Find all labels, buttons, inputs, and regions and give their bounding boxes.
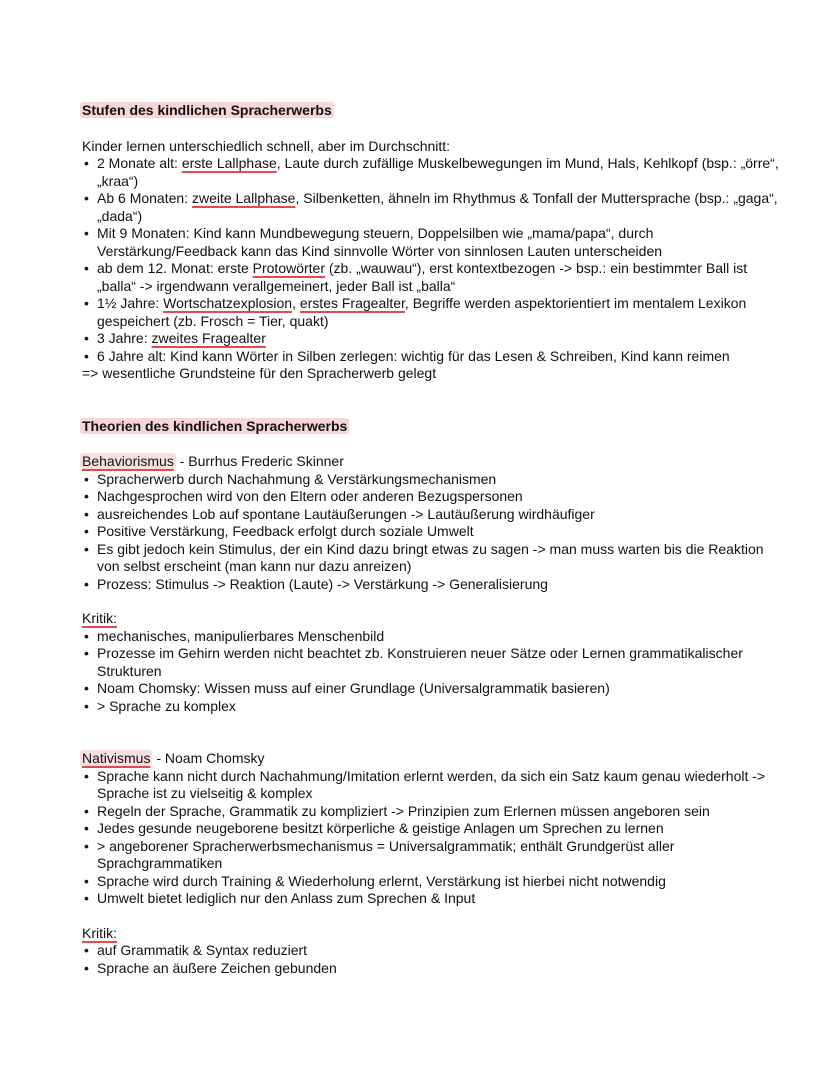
behaviorism-critique-list — [82, 628, 788, 716]
stages-conclusion: => wesentliche Grundsteine für den Spracherwerb gelegt — [82, 365, 437, 381]
list-item: • ausreichendes Lob auf spontane Lautäußerungen -> Lautäußerung wirdhäufiger — [82, 506, 788, 524]
list-item: • ab dem 12. Monat: erste Protowörter (zb. „wauwau“), erst kontextbezogen -> bsp.: ein bestimmter Ball ist „balla“ -> irgendwann verallgemeinert, jeder Ball ist „balla“ — [82, 260, 788, 295]
list-item: • Nachgesprochen wird von den Eltern oder anderen Bezugspersonen — [82, 488, 788, 506]
list-item: • 1½ Jahre: Wortschatzexplosion, erstes Fragealter, Begriffe werden aspektorientiert im mentalem Lexikon gespeichert (zb. Frosch = Tier, quakt) — [82, 295, 788, 330]
underlined-term: zweite Lallphase — [191, 190, 296, 206]
list-item: • auf Grammatik & Syntax reduziert — [82, 942, 788, 960]
section-heading-stages — [82, 102, 788, 120]
underlined-term: Wortschatzexplosion — [163, 295, 293, 311]
list-item: • Umwelt bietet lediglich nur den Anlass zum Sprechen & Input — [82, 890, 788, 908]
section-heading-theories — [82, 418, 788, 436]
list-item: • 2 Monate alt: erste Lallphase, Laute durch zufällige Muskelbewegungen im Mund, Hals, Kehlkopf (bsp.: „örre“, „kraa“) — [82, 155, 788, 190]
list-item: • Prozesse im Gehirn werden nicht beachtet zb. Konstruieren neuer Sätze oder Lernen grammatikalischer Strukturen — [82, 645, 788, 680]
list-item: • 6 Jahre alt: Kind kann Wörter in Silben zerlegen: wichtig für das Lesen & Schreiben, Kind kann reimen — [82, 348, 788, 366]
list-item: • 3 Jahre: zweites Fragealter — [82, 330, 788, 348]
underlined-term: erste Lallphase — [181, 155, 277, 171]
theory-author: - Burrhus Frederic Skinner — [175, 453, 344, 469]
list-item: • Es gibt jedoch kein Stimulus, der ein Kind dazu bringt etwas zu sagen -> man muss warten bis die Reaktion von selbst erscheint (man kann nur dazu anreizen) — [82, 541, 788, 576]
heading-highlight: Stufen des kindlichen Spracherwerbs — [82, 102, 332, 118]
behaviorism-critique-label: Kritik: — [82, 610, 117, 626]
behaviorism-list — [82, 471, 788, 594]
theory-name: Behaviorismus — [82, 453, 174, 469]
list-item: • Spracherwerb durch Nachahmung & Verstärkungsmechanismen — [82, 471, 788, 489]
list-item: • Sprache kann nicht durch Nachahmung/Imitation erlernt werden, da sich ein Satz kaum genau wiederholt -> Sprache ist zu vielseitig & komplex — [82, 768, 788, 803]
list-item: • Positive Verstärkung, Feedback erfolgt durch soziale Umwelt — [82, 523, 788, 541]
theory-behaviorism-title — [82, 453, 788, 471]
underlined-term: erstes Fragealter — [299, 295, 405, 311]
underlined-term: Protowörter — [252, 260, 325, 276]
underlined-term: zweites Fragealter — [151, 330, 266, 346]
list-item: • Jedes gesunde neugeborene besitzt körperliche & geistige Anlagen um Sprechen zu lernen — [82, 820, 788, 838]
list-item: • Sprache an äußere Zeichen gebunden — [82, 960, 788, 978]
heading-highlight: Theorien des kindlichen Spracherwerbs — [82, 417, 348, 434]
nativism-critique-list — [82, 942, 788, 977]
list-item: • Regeln der Sprache, Grammatik zu kompliziert -> Prinzipien zum Erlernen müssen angeboren sein — [82, 803, 788, 821]
list-item: • Noam Chomsky: Wissen muss auf einer Grundlage (Universalgrammatik basieren) — [82, 680, 788, 698]
stages-list — [82, 155, 788, 365]
nativism-list — [82, 768, 788, 908]
nativism-critique-label: Kritik: — [82, 924, 117, 941]
list-item: • Ab 6 Monaten: zweite Lallphase, Silbenketten, ähneln im Rhythmus & Tonfall der Muttersprache (bsp.: „gaga“, „dada“) — [82, 190, 788, 225]
list-item: • > angeborener Spracherwerbsmechanismus = Universalgrammatik; enthält Grundgerüst aller Sprachgrammatiken — [82, 838, 788, 873]
stages-intro: Kinder lernen unterschiedlich schnell, aber im Durchschnitt: — [82, 137, 451, 154]
theory-author: - Noam Chomsky — [152, 750, 265, 766]
list-item: • Prozess: Stimulus -> Reaktion (Laute) -> Verstärkung -> Generalisierung — [82, 576, 788, 594]
theory-nativism-title — [82, 750, 788, 768]
list-item: • > Sprache zu komplex — [82, 698, 788, 716]
list-item: • mechanisches, manipulierbares Menschenbild — [82, 628, 788, 646]
list-item: • Sprache wird durch Training & Wiederholung erlernt, Verstärkung ist hierbei nicht notwendig — [82, 873, 788, 891]
theory-name: Nativismus — [82, 750, 151, 766]
list-item: • Mit 9 Monaten: Kind kann Mundbewegung steuern, Doppelsilben wie „mama/papa“, durch Verstärkung/Feedback kann das Kind sinnvolle Wörter von sinnlosen Lauten unterscheiden — [82, 225, 788, 260]
